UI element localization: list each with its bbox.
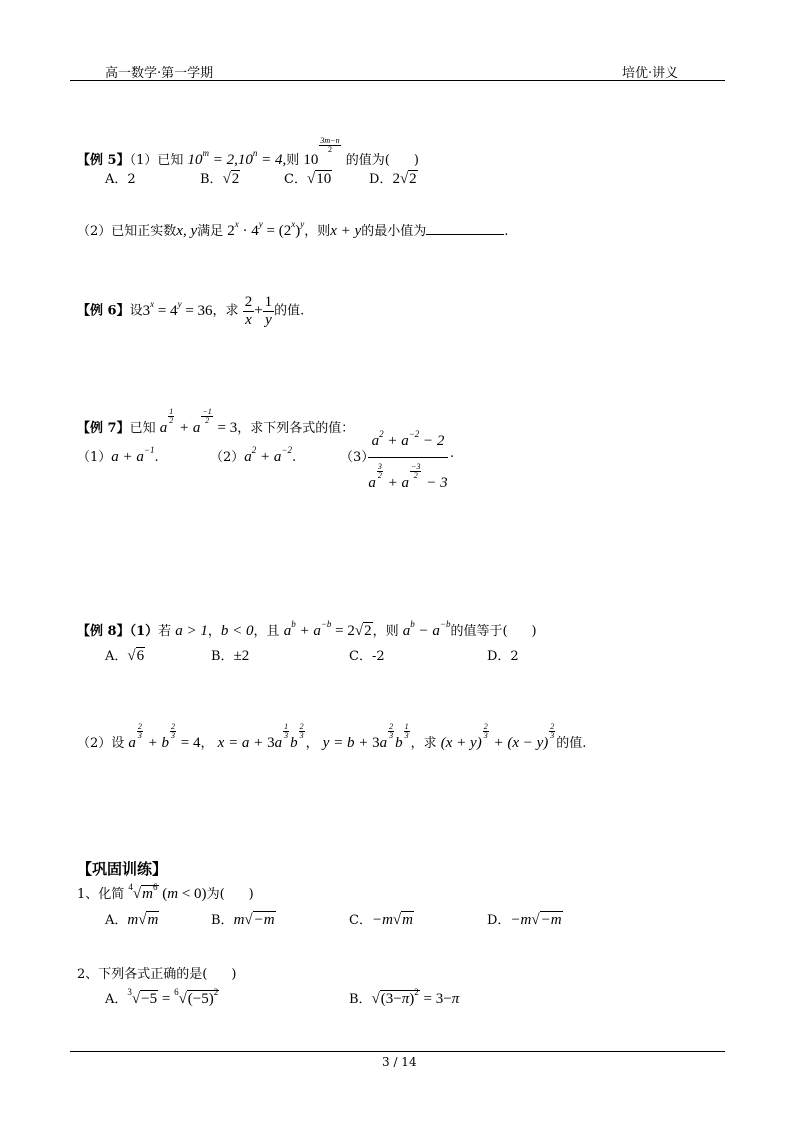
page-number: 3 / 14 [382, 1055, 417, 1069]
example-7-q3-period: . [450, 446, 455, 461]
example-7-q2: $(2)a^2 + a^{-2}$. [210, 445, 297, 465]
example-6-tag: 【例 6】 [77, 303, 130, 319]
example-5-power: 10 $\frac{3m-n}{2}$ [303, 136, 340, 168]
example-6: 【例 6】设$3^x = 4^y = 36$，求 $\frac{2}{x}$ + $\frac{1}{y}$ 的值. [77, 294, 305, 328]
example-5-option-d[interactable]: D．2√2 [369, 171, 417, 187]
example-8-part-2: （2）设 a $\frac{2}{3}$ + b $\frac{2}{3}$ = 4， x = a + 3a $\frac{1}{3}$ b $\frac{2}{3}$ ， y = b + 3a $\frac{2}{3}$ b $\frac{1}{3}$ ，求 (x + y) $\frac{2}{3}$ + (x − y) $\frac{2}{3}$ 的值. [77, 722, 587, 751]
example-8-part-1: 【例 8】（1）若 a > 1，b < 0，且 $a^b + a^{-b} = 2√2$，则 $a^b - a^{-b}$的值等于( ) [77, 619, 537, 639]
fraction-2-over-x: $\frac{2}{x}$ [244, 294, 253, 328]
example-8-equation: $a^b + a^{-b} = 2√2$ [283, 619, 372, 639]
example-5-option-b[interactable]: B．√2 [200, 171, 240, 187]
fraction-1-over-y: $\frac{1}{y}$ [264, 294, 273, 328]
example-7-q3-numerator: $a^2 + a^{-2} - 2$ [371, 429, 445, 449]
example-5-option-c[interactable]: C．√10 [284, 171, 332, 187]
example-8-tag: 【例 8】 [77, 624, 130, 639]
example-8-p2-eq1: a $\frac{2}{3}$ + b $\frac{2}{3}$ = 4 [128, 722, 201, 751]
example-8-option-a[interactable]: A．√6 [105, 648, 145, 664]
drill-q1-option-b[interactable]: B．m√−m [211, 912, 275, 928]
example-5-tag: 【例 5】 [77, 153, 130, 168]
example-7-tag: 【例 7】 [77, 421, 130, 436]
example-7-condition: a $\frac{1}{2}$ + a $\frac{-1}{2}$ = 3 [159, 407, 238, 436]
answer-blank[interactable] [426, 222, 504, 235]
header-left: 高一数学·第一学期 [105, 66, 214, 81]
example-6-equation: $3^x = 4^y = 36$ [142, 298, 213, 319]
drill-q1-option-c[interactable]: C．−m√m [349, 912, 413, 928]
example-7: 【例 7】已知 a $\frac{1}{2}$ + a $\frac{-1}{2}$ = 3，求下列各式的值： [77, 407, 355, 436]
example-5-option-a[interactable]: A．2 [105, 172, 136, 187]
example-7-q3-fraction-bar [368, 457, 448, 458]
example-7-q3-label: （3） [340, 450, 375, 465]
drill-q1-expr: $^4√m^6$ (m < 0) [128, 882, 207, 902]
header-rule [70, 80, 725, 81]
drill-q2-option-b[interactable]: B．$√(3-\pi)^2 = 3-\pi$ [349, 987, 460, 1007]
example-8-p2-expr: (x + y) $\frac{2}{3}$ + (x − y) $\frac{2}{3}$ [440, 722, 555, 751]
example-7-q3-denominator: a $\frac{3}{2}$ + a $\frac{-3}{2}$ − 3 [368, 462, 448, 491]
drill-q1: 1、化简 $^4√m^6$ (m < 0)为( ) [77, 882, 254, 902]
example-5-part-2: （2）已知正实数x, y满足 $2^x \cdot 4^y = (2^x)^y$，则x + y的最小值为 . [77, 219, 509, 239]
drill-q1-option-a[interactable]: A．m√m [105, 912, 159, 928]
example-7-q1: $(1)a + a^{-1}$. [77, 445, 159, 465]
drill-q2: 2、下列各式正确的是( ) [77, 967, 237, 982]
example-8-p2-eq3: y = b + 3a $\frac{2}{3}$ b $\frac{1}{3}$ [322, 722, 409, 751]
example-5-condition: $10^m = 2,10^n = 4$, [187, 148, 287, 168]
header-right: 培优·讲义 [622, 66, 679, 81]
drill-q1-option-d[interactable]: D．−m√−m [487, 912, 562, 928]
footer-rule [70, 1051, 725, 1052]
example-5-part-1: 【例 5】（1）已知 $10^m = 2,10^n = 4$,则 10 $\frac{3m-n}{2}$ 的值为( ) [77, 136, 419, 168]
drill-q2-option-a[interactable]: A．$^3√-5 = ^6√(-5)^2$ [105, 987, 219, 1007]
example-8-option-b[interactable]: B．±2 [211, 648, 250, 664]
example-8-p2-eq2: x = a + 3a $\frac{1}{3}$ b $\frac{2}{3}$ [217, 722, 304, 751]
drill-title: 【巩固训练】 [77, 860, 168, 878]
example-5-equation: $2^x \cdot 4^y = (2^x)^y$ [227, 219, 305, 239]
example-8-option-c[interactable]: C．-2 [349, 649, 385, 664]
example-8-option-d[interactable]: D．2 [487, 649, 519, 664]
